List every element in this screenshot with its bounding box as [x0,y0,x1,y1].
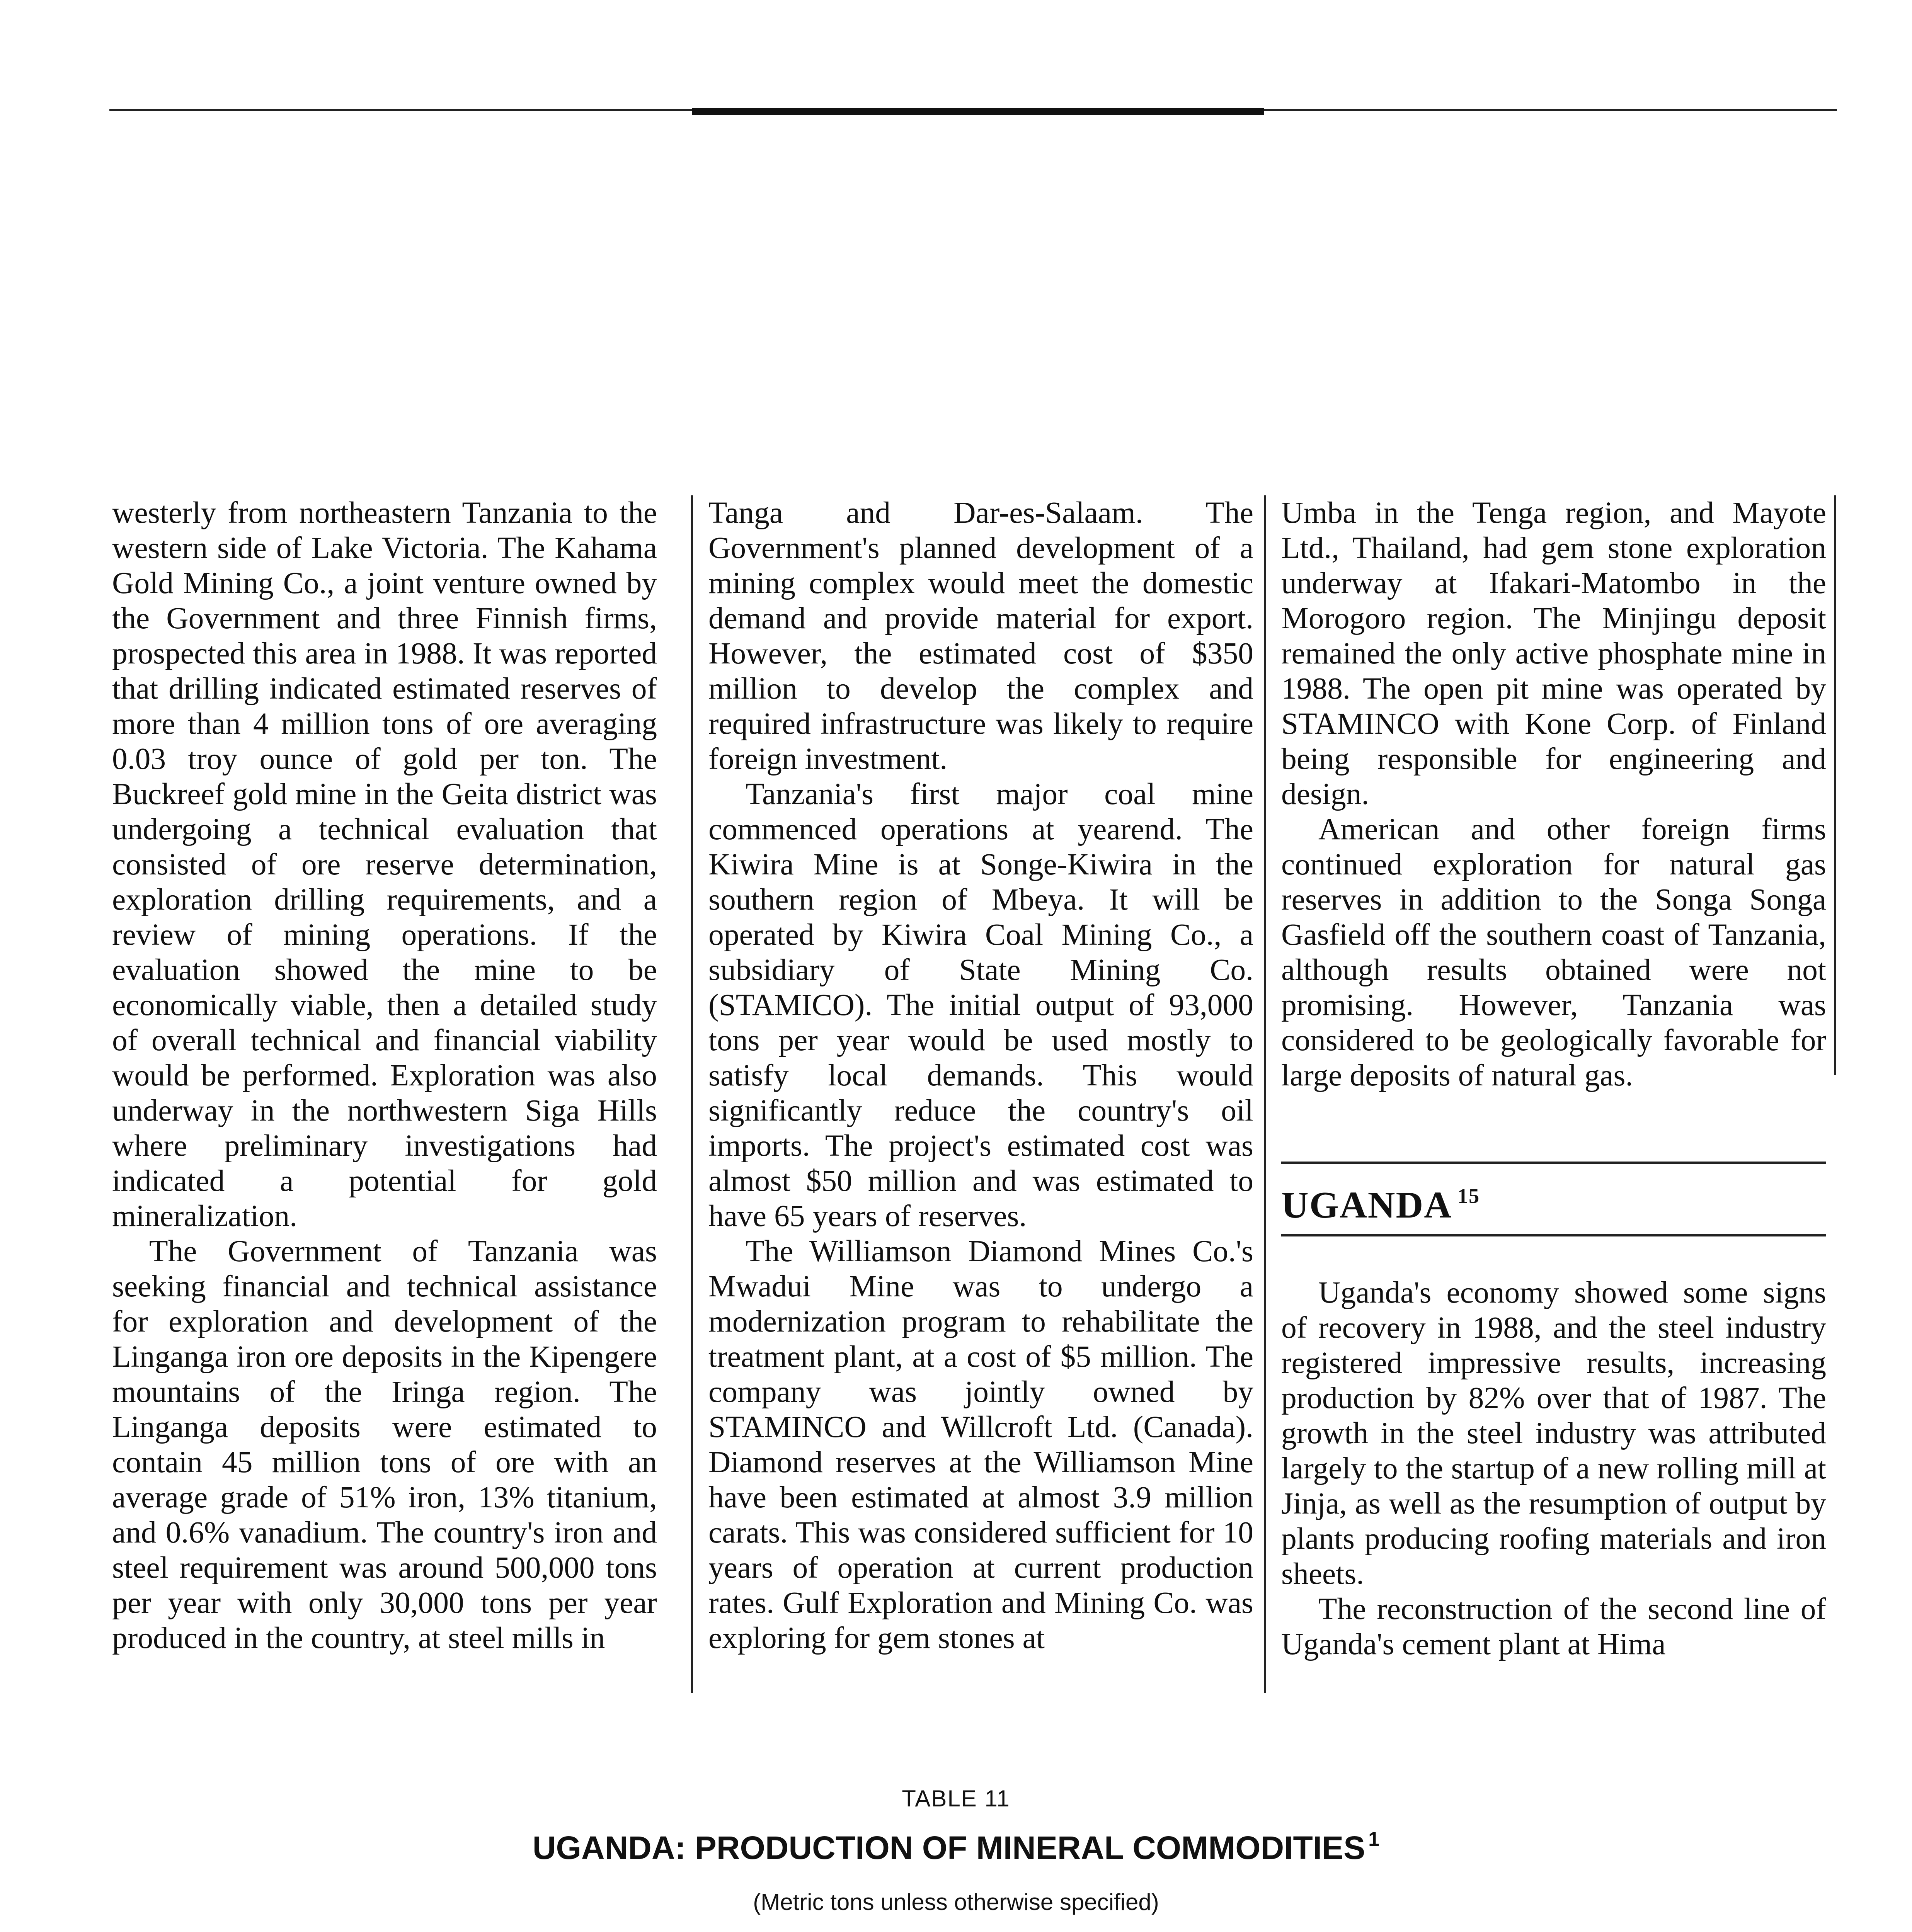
paragraph: Tanzania's first major coal mine commenced operations at yearend. The Kiwira Mine is at Songe-Kiwira in the southern region of Mbeya. It will be operated by Kiwira Coal Mining Co., a subsidiary of State Mining Co. (STAMICO). The initial output of 93,000 tons per year would be used mostly to satisfy local demands. This would significantly reduce the country's oil imports. The project's estimated cost was almost $50 million and was estimated to have 65 years of reserves. [708,777,1253,1233]
paragraph: Umba in the Tenga region, and Mayote Ltd., Thailand, had gem stone exploration underway at Ifakari-Matombo in the Morogoro region. The Minjingu deposit remained the only active phosphate mine in 1988. The open pit mine was operated by STAMINCO with Kone Corp. of Finland being responsible for engineering and design. [1281,496,1826,811]
paragraph: Tanga and Dar-es-Salaam. The Government's planned development of a mining complex would meet the domestic demand and provide material for export. However, the estimated cost of $350 million to develop the complex and required infrastructure was likely to require foreign investment. [708,496,1253,776]
section-heading-uganda [1281,1162,1826,1236]
table-title: UGANDA: PRODUCTION OF MINERAL COMMODITIES $^1$ [532,1828,1380,1866]
paragraph: The Williamson Diamond Mines Co.'s Mwadui Mine was to undergo a modernization program to rehabilitate the treatment plant, at a cost of $5 million. The company was jointly owned by STAMINCO and Willcroft Ltd. (Canada). Diamond reserves at the Williamson Mine have been estimated at almost 3.9 million carats. This was considered sufficient for 10 years of operation at current production rates. Gulf Exploration and Mining Co. was exploring for gem stones at [708,1234,1253,1655]
section-title: UGANDA $^{15}$ [1281,1184,1480,1226]
column-divider [1834,495,1836,1075]
paragraph: Uganda's economy showed some signs of recovery in 1988, and the steel industry registered impressive results, increasing production by 82% over that of 1987. The growth in the steel industry was attributed largely to the startup of a new rolling mill at Jinja, as well as the resumption of output by plants producing roofing materials and iron sheets. [1281,1276,1826,1591]
paragraph: American and other foreign firms continued exploration for natural gas reserves in addition to the Songa Songa Gasfield off the southern coast of Tanzania, although results obtained were not promising. However, Tanzania was considered to be geologically favorable for large deposits of natural gas. [1281,812,1826,1092]
paragraph: The reconstruction of the second line of Uganda's cement plant at Hima [1281,1592,1826,1661]
uganda-text [1281,1275,1826,1662]
column-divider [691,495,693,1693]
paragraph: westerly from northeastern Tanzania to the western side of Lake Victoria. The Kahama Gold Mining Co., a joint venture owned by the Government and three Finnish firms, prospected this area in 1988. It was reported that drilling indicated estimated reserves of more than 4 million tons of ore averaging 0.03 troy ounce of gold per ton. The Buckreef gold mine in the Geita district was undergoing a technical evaluation that consisted of ore reserve determination, exploration drilling requirements, and a review of mining operations. If the evaluation showed the mine to be economically viable, then a detailed study of overall technical and financial viability would be performed. Exploration was also underway in the northwestern Siga Hills where preliminary investigations had indicated a potential for gold mineralization. [112,496,657,1233]
table-subtitle: (Metric tons unless otherwise specified) [753,1889,1159,1915]
top-rule-accent [692,108,1264,115]
text-column-1 [112,495,657,1656]
column-divider [1264,495,1266,1693]
table-label: TABLE 11 [902,1786,1010,1811]
text-column-3 [1281,495,1826,1093]
paragraph: The Government of Tanzania was seeking financial and technical assistance for exploration and development of the Linganga iron ore deposits in the Kipengere mountains of the Iringa region. The Linganga deposits were estimated to contain 45 million tons of ore with an average grade of 51% iron, 13% titanium, and 0.6% vanadium. The country's iron and steel requirement was around 500,000 tons per year with only 30,000 tons per year produced in the country, at steel mills in [112,1234,657,1655]
text-column-2 [708,495,1253,1656]
